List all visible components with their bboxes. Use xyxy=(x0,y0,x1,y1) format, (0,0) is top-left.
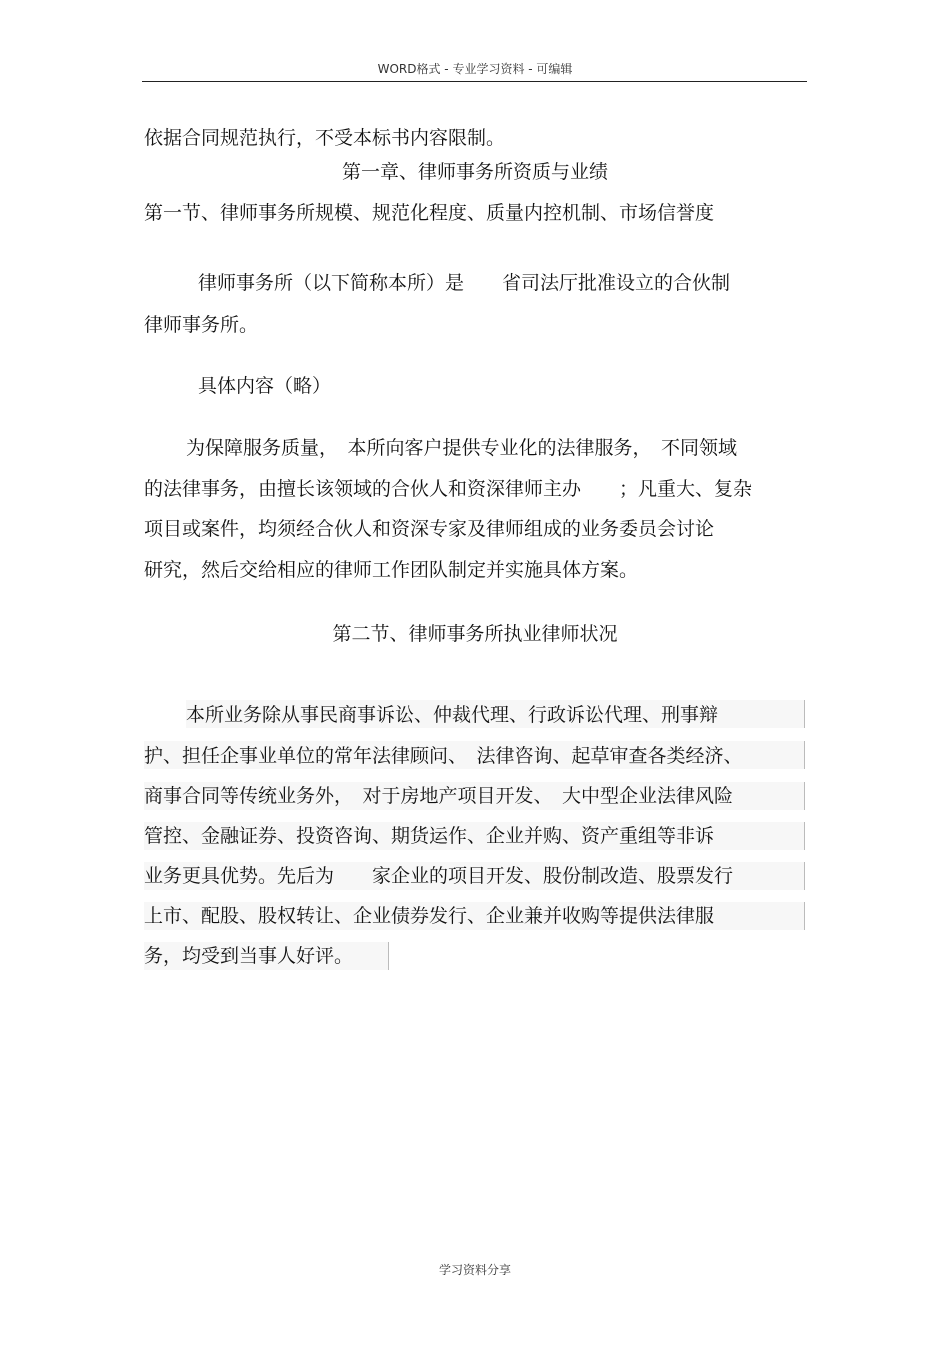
text-line: 项目或案件，均须经合伙人和资深专家及律师组成的业务委员会讨论 xyxy=(144,518,715,540)
text-line: 本所业务除从事民商事诉讼、仲裁代理、行政诉讼代理、刑事辩 xyxy=(186,704,719,726)
margin-bar xyxy=(804,902,805,930)
text-line: 业务更具优势。先后为 家企业的项目开发、股份制改造、股票发行 xyxy=(144,865,734,887)
text-line: 研究，然后交给相应的律师工作团队制定并实施具体方案。 xyxy=(144,559,639,581)
text-line: 依据合同规范执行，不受本标书内容限制。 xyxy=(144,127,506,149)
text-line: 为保障服务质量， 本所向客户提供专业化的法律服务， 不同领域 xyxy=(186,437,738,459)
text-line: 具体内容（略） xyxy=(198,375,332,397)
section-title: 第二节、律师事务所执业律师状况 xyxy=(332,623,618,645)
margin-bar xyxy=(804,782,805,810)
margin-bar xyxy=(804,822,805,850)
margin-bar xyxy=(804,741,805,769)
text-line: 护、担任企事业单位的常年法律顾问、 法律咨询、起草审查各类经济、 xyxy=(144,745,743,767)
margin-bar xyxy=(804,862,805,890)
margin-bar xyxy=(388,942,389,970)
text-line: 的法律事务，由擅长该领域的合伙人和资深律师主办 ；凡重大、复杂 xyxy=(144,478,753,500)
section-title: 第一节、律师事务所规模、规范化程度、质量内控机制、市场信誉度 xyxy=(144,202,715,224)
margin-bar xyxy=(804,700,805,728)
header-rule xyxy=(142,81,807,82)
page-footer: 学习资料分享 xyxy=(438,1263,511,1277)
text-line: 上市、配股、股权转让、企业债券发行、企业兼并收购等提供法律服 xyxy=(144,905,715,927)
page-header: WORD格式 - 专业学习资料 - 可编辑 xyxy=(377,62,573,76)
text-line: 商事合同等传统业务外， 对于房地产项目开发、 大中型企业法律风险 xyxy=(144,785,734,807)
text-line: 律师事务所。 xyxy=(144,314,259,336)
text-line: 管控、金融证券、投资咨询、期货运作、企业并购、资产重组等非诉 xyxy=(144,825,715,847)
text-line: 务，均受到当事人好评。 xyxy=(144,945,354,967)
chapter-title: 第一章、律师事务所资质与业绩 xyxy=(341,161,608,183)
text-line: 律师事务所（以下简称本所）是 省司法厅批准设立的合伙制 xyxy=(198,272,731,294)
